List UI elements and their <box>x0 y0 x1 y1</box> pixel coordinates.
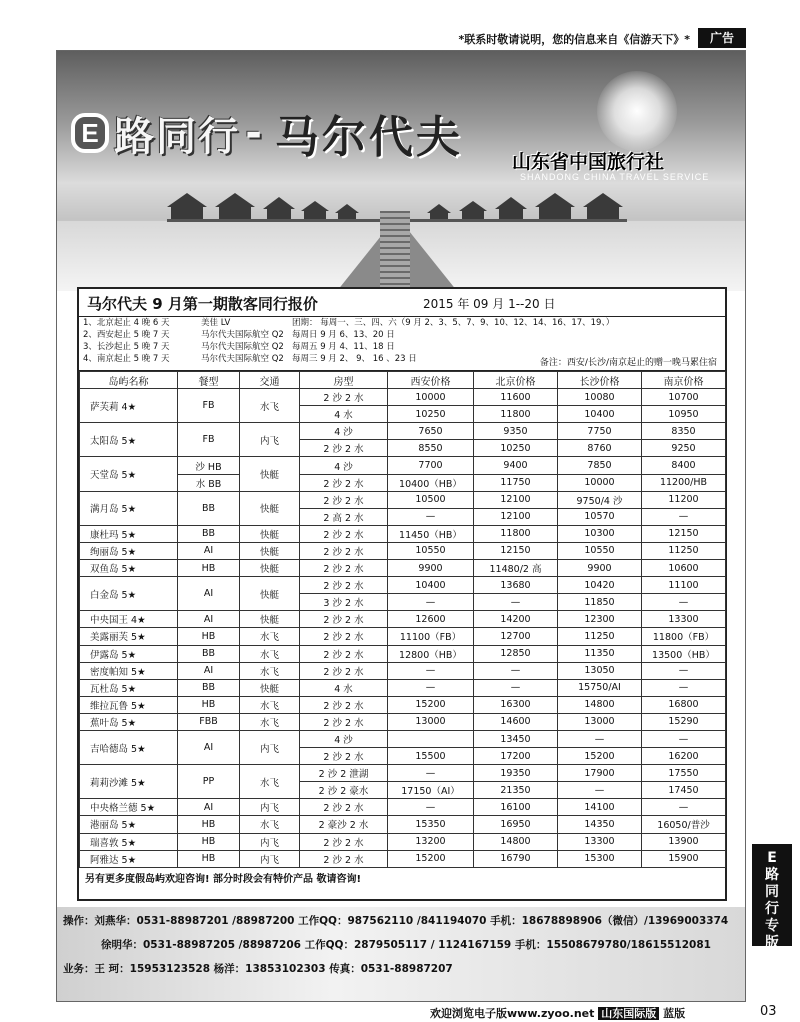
table-cell: 15350 <box>388 816 474 833</box>
table-cell: 快艇 <box>240 457 300 491</box>
column-header: 南京价格 <box>642 372 726 389</box>
table-cell: 2 沙 2 水 <box>300 850 388 867</box>
table-row <box>80 389 726 406</box>
table-cell: 13900 <box>642 833 726 850</box>
table-cell: 10080 <box>558 389 642 406</box>
table-cell: 12700 <box>474 628 558 645</box>
table-cell: 15290 <box>642 713 726 730</box>
table-cell: 10550 <box>388 542 474 559</box>
agency-name-en: SHANDONG CHINA TRAVEL SERVICE <box>520 172 710 182</box>
table-cell: 10550 <box>558 542 642 559</box>
table-cell: 13680 <box>474 577 558 594</box>
route-item: 4、南京起止 5 晚 7 天 马尔代夫国际航空 Q2 每周三 9 月 2、 9、 16 、23 日 <box>83 354 417 364</box>
sun-glow <box>597 71 677 151</box>
table-cell: AI <box>178 542 240 559</box>
table-cell: 2 沙 2 水 <box>300 577 388 594</box>
column-header: 长沙价格 <box>558 372 642 389</box>
contact-line: 操作：刘燕华：0531-88987201 /88987200 工作QQ：987562110 /841194070 手机：18678898906（微信）/13969003374 <box>63 915 729 927</box>
table-cell: 12100 <box>474 508 558 525</box>
table-row <box>80 662 726 679</box>
edition-color: 蓝版 <box>663 1007 686 1020</box>
price-box <box>77 287 727 901</box>
table-cell: 绚丽岛 5★ <box>80 542 178 559</box>
table-cell: 13300 <box>558 833 642 850</box>
table-cell: 10300 <box>558 525 642 542</box>
table-row <box>80 765 726 782</box>
table-cell: — <box>388 594 474 611</box>
table-row <box>80 457 726 474</box>
table-cell: BB <box>178 679 240 696</box>
table-cell: 快艇 <box>240 577 300 611</box>
table-cell: 15900 <box>642 850 726 867</box>
table-row <box>80 799 726 816</box>
table-cell: HB <box>178 850 240 867</box>
table-cell: AI <box>178 611 240 628</box>
table-cell: 快艇 <box>240 525 300 542</box>
table-cell: BB <box>178 645 240 662</box>
column-header: 交通 <box>240 372 300 389</box>
table-cell: 7650 <box>388 423 474 440</box>
table-row <box>80 628 726 645</box>
table-cell: 10250 <box>474 440 558 457</box>
brand-logo <box>71 101 463 163</box>
table-cell: 12150 <box>642 525 726 542</box>
table-cell: 2 沙 2 水 <box>300 525 388 542</box>
table-cell: 蕉叶岛 5★ <box>80 713 178 730</box>
table-cell: 8760 <box>558 440 642 457</box>
table-cell: 11800（FB） <box>642 628 726 645</box>
table-cell: 双鱼岛 5★ <box>80 560 178 577</box>
table-row <box>80 645 726 662</box>
table-row <box>80 560 726 577</box>
table-cell: 17900 <box>558 765 642 782</box>
table-cell: 11800 <box>474 525 558 542</box>
table-cell: 13450 <box>474 730 558 747</box>
table-cell: — <box>642 730 726 747</box>
table-cell: 3 沙 2 水 <box>300 594 388 611</box>
table-cell: — <box>388 799 474 816</box>
page-number: 03 <box>760 1004 777 1019</box>
table-cell: 2 沙 2 水 <box>300 542 388 559</box>
table-cell: FB <box>178 389 240 423</box>
route-item: 1、北京起止 4 晚 6 天 美佳 LV 团期： 每周一、三、四、六（9 月 2、3、5、7、9、10、12、14、16、17、19、） <box>83 318 615 328</box>
table-cell: FBB <box>178 713 240 730</box>
offer-title-row <box>79 289 725 317</box>
table-cell: 内飞 <box>240 799 300 816</box>
table-cell: 11800 <box>474 406 558 423</box>
offer-date: 2015 年 09 月 1--20 日 <box>423 297 556 311</box>
table-cell: 13050 <box>558 662 642 679</box>
table-cell: 2 沙 2 水 <box>300 799 388 816</box>
table-cell: 8350 <box>642 423 726 440</box>
table-cell: 11450（HB） <box>388 525 474 542</box>
table-cell: 4 水 <box>300 679 388 696</box>
table-cell: 13300 <box>642 611 726 628</box>
more-info: 另有更多度假岛屿欢迎咨询! 部分时段会有特价产品 敬请咨询! <box>85 873 362 885</box>
table-cell: 17550 <box>642 765 726 782</box>
table-cell: 快艇 <box>240 560 300 577</box>
table-cell: 2 沙 2 水 <box>300 440 388 457</box>
table-cell: 水飞 <box>240 662 300 679</box>
table-cell: 15750/AI <box>558 679 642 696</box>
table-cell: 16100 <box>474 799 558 816</box>
table-row <box>80 850 726 867</box>
table-cell: 阿雅达 5★ <box>80 850 178 867</box>
table-cell: 10950 <box>642 406 726 423</box>
contact-block <box>57 907 746 1002</box>
column-header: 岛屿名称 <box>80 372 178 389</box>
table-cell: 水飞 <box>240 696 300 713</box>
table-cell: 9250 <box>642 440 726 457</box>
table-cell: HB <box>178 628 240 645</box>
table-cell: 沙 HB <box>178 457 240 474</box>
table-cell: 9900 <box>388 560 474 577</box>
brand-dash: - <box>245 110 264 156</box>
table-cell: 9750/4 沙 <box>558 491 642 508</box>
table-row <box>80 696 726 713</box>
table-cell: HB <box>178 560 240 577</box>
table-cell: 14200 <box>474 611 558 628</box>
table-cell: 2 沙 2 水 <box>300 560 388 577</box>
table-cell: 15200 <box>388 850 474 867</box>
table-cell: 快艇 <box>240 491 300 525</box>
table-cell: 白金岛 5★ <box>80 577 178 611</box>
table-cell: 瑞喜敦 5★ <box>80 833 178 850</box>
table-cell: 2 沙 2 水 <box>300 474 388 491</box>
table-cell: 中央格兰德 5★ <box>80 799 178 816</box>
table-cell: 15500 <box>388 748 474 765</box>
table-cell: 9350 <box>474 423 558 440</box>
table-cell: 4 沙 <box>300 423 388 440</box>
table-row <box>80 577 726 594</box>
table-cell: 9400 <box>474 457 558 474</box>
table-cell: 莉莉沙滩 5★ <box>80 765 178 799</box>
table-cell: 11750 <box>474 474 558 491</box>
table-cell: 10000 <box>558 474 642 491</box>
table-cell: 2 沙 2 豪水 <box>300 782 388 799</box>
table-cell: HB <box>178 696 240 713</box>
table-cell: 10420 <box>558 577 642 594</box>
table-row <box>80 713 726 730</box>
table-cell: 13200 <box>388 833 474 850</box>
table-cell: PP <box>178 765 240 799</box>
table-cell: 水飞 <box>240 816 300 833</box>
table-row <box>80 525 726 542</box>
table-cell: 13500（HB） <box>642 645 726 662</box>
table-cell: AI <box>178 662 240 679</box>
offer-title: 马尔代夫 9 月第一期散客同行报价 <box>87 295 318 313</box>
banner <box>57 51 746 291</box>
table-cell: 11250 <box>558 628 642 645</box>
table-cell: 2 豪沙 2 水 <box>300 816 388 833</box>
table-cell: 内飞 <box>240 423 300 457</box>
table-cell: 内飞 <box>240 730 300 764</box>
route-item: 2、西安起止 5 晚 7 天 马尔代夫国际航空 Q2 每周日 9 月 6、13、20 日 <box>83 330 395 340</box>
table-cell: — <box>642 679 726 696</box>
table-cell: 11250 <box>642 542 726 559</box>
table-cell: 11100（FB） <box>388 628 474 645</box>
table-cell: 11350 <box>558 645 642 662</box>
table-cell: 12300 <box>558 611 642 628</box>
table-cell: 14600 <box>474 713 558 730</box>
advertisement-frame <box>56 50 746 1002</box>
table-cell: 2 沙 2 水 <box>300 611 388 628</box>
table-row <box>80 730 726 747</box>
table-cell: 水飞 <box>240 628 300 645</box>
table-cell: 4 沙 <box>300 730 388 747</box>
table-cell: 15200 <box>558 748 642 765</box>
table-cell: 2 高 2 水 <box>300 508 388 525</box>
table-cell: — <box>558 782 642 799</box>
footer <box>430 1005 685 1021</box>
table-cell: 14100 <box>558 799 642 816</box>
table-cell: 12600 <box>388 611 474 628</box>
table-cell: — <box>474 662 558 679</box>
side-tab <box>752 844 792 951</box>
table-cell: 7750 <box>558 423 642 440</box>
table-cell: 17150（AI） <box>388 782 474 799</box>
table-cell: 11200 <box>642 491 726 508</box>
table-cell: 10400 <box>388 577 474 594</box>
table-cell: 12800（HB） <box>388 645 474 662</box>
table-cell: 11100 <box>642 577 726 594</box>
table-cell: 4 水 <box>300 406 388 423</box>
table-row <box>80 491 726 508</box>
table-cell: 中央国王 4★ <box>80 611 178 628</box>
table-cell: AI <box>178 730 240 764</box>
table-body <box>80 389 726 868</box>
table-cell: 10500 <box>388 491 474 508</box>
table-cell <box>388 730 474 747</box>
table-cell: 10700 <box>642 389 726 406</box>
table-cell: 10400 <box>558 406 642 423</box>
table-row <box>80 816 726 833</box>
table-cell: 15200 <box>388 696 474 713</box>
table-cell: 14350 <box>558 816 642 833</box>
table-cell: — <box>642 508 726 525</box>
table-cell: 快艇 <box>240 679 300 696</box>
table-cell: 水飞 <box>240 645 300 662</box>
table-cell: 13000 <box>558 713 642 730</box>
pier-boardwalk <box>380 211 410 291</box>
table-cell: 10570 <box>558 508 642 525</box>
table-cell: 12850 <box>474 645 558 662</box>
ad-label: 广告 <box>698 28 746 48</box>
column-header: 北京价格 <box>474 372 558 389</box>
table-cell: — <box>388 662 474 679</box>
table-cell: HB <box>178 816 240 833</box>
table-cell: 16790 <box>474 850 558 867</box>
table-cell: 17200 <box>474 748 558 765</box>
table-row <box>80 542 726 559</box>
table-cell: 10600 <box>642 560 726 577</box>
table-cell: — <box>642 662 726 679</box>
table-cell: 水飞 <box>240 389 300 423</box>
table-cell: 11480/2 高 <box>474 560 558 577</box>
table-cell: 14800 <box>474 833 558 850</box>
table-cell: 快艇 <box>240 542 300 559</box>
table-cell: 2 沙 2 水 <box>300 628 388 645</box>
column-header: 西安价格 <box>388 372 474 389</box>
table-cell: FB <box>178 423 240 457</box>
table-cell: 2 沙 2 水 <box>300 662 388 679</box>
table-cell: 吉哈德岛 5★ <box>80 730 178 764</box>
table-cell: 水 BB <box>178 474 240 491</box>
table-cell: 2 沙 2 水 <box>300 645 388 662</box>
table-cell: 2 沙 2 水 <box>300 389 388 406</box>
table-cell: 内飞 <box>240 850 300 867</box>
table-cell: 11200/HB <box>642 474 726 491</box>
table-cell: 天堂岛 5★ <box>80 457 178 491</box>
table-cell: 16200 <box>642 748 726 765</box>
table-cell: 7850 <box>558 457 642 474</box>
table-cell: 16300 <box>474 696 558 713</box>
table-cell: — <box>388 679 474 696</box>
table-cell: 伊露岛 5★ <box>80 645 178 662</box>
table-row <box>80 611 726 628</box>
table-cell: BB <box>178 525 240 542</box>
table-cell: 11850 <box>558 594 642 611</box>
table-cell: — <box>642 594 726 611</box>
table-cell: 维拉瓦鲁 5★ <box>80 696 178 713</box>
table-cell: — <box>388 765 474 782</box>
table-cell: 4 沙 <box>300 457 388 474</box>
brand-name: 路同行 <box>114 113 241 160</box>
table-cell: 2 沙 2 水 <box>300 696 388 713</box>
table-cell: 2 沙 2 水 <box>300 833 388 850</box>
contact-line: 业务：王 珂：15953123528 杨洋：13853102303 传真：0531-88987207 <box>63 963 453 975</box>
table-cell: — <box>558 730 642 747</box>
table-cell: — <box>474 594 558 611</box>
table-cell: 快艇 <box>240 611 300 628</box>
column-header: 房型 <box>300 372 388 389</box>
table-cell: 2 沙 2 水 <box>300 491 388 508</box>
table-row <box>80 679 726 696</box>
table-cell: 8550 <box>388 440 474 457</box>
contact-note: *联系时敬请说明，您的信息来自《信游天下》* <box>458 33 690 46</box>
table-cell: 8400 <box>642 457 726 474</box>
table-cell: 11600 <box>474 389 558 406</box>
table-cell: HB <box>178 833 240 850</box>
table-cell: 15300 <box>558 850 642 867</box>
table-cell: — <box>388 508 474 525</box>
table-row <box>80 833 726 850</box>
table-cell: 7700 <box>388 457 474 474</box>
top-notice <box>300 26 800 50</box>
route-list <box>79 317 725 371</box>
table-cell: 21350 <box>474 782 558 799</box>
table-cell: — <box>642 799 726 816</box>
table-cell: 太阳岛 5★ <box>80 423 178 457</box>
table-cell: AI <box>178 799 240 816</box>
table-cell: BB <box>178 491 240 525</box>
table-cell: 17450 <box>642 782 726 799</box>
destination-title: 马尔代夫 <box>274 112 463 163</box>
route-item: 3、长沙起止 5 晚 7 天 马尔代夫国际航空 Q2 每周五 9 月 4、11、18 日 <box>83 342 395 352</box>
table-cell: 美露丽芙 5★ <box>80 628 178 645</box>
table-cell: 16800 <box>642 696 726 713</box>
table-cell: 密度帕知 5★ <box>80 662 178 679</box>
table-cell: 水飞 <box>240 713 300 730</box>
table-cell: 16050/普沙 <box>642 816 726 833</box>
table-cell: 10400（HB） <box>388 474 474 491</box>
table-cell: AI <box>178 577 240 611</box>
table-cell: 港丽岛 5★ <box>80 816 178 833</box>
side-tab-label: E路同行专版 <box>765 850 779 951</box>
table-cell: — <box>474 679 558 696</box>
column-header: 餐型 <box>178 372 240 389</box>
table-row <box>80 423 726 440</box>
table-cell: 14800 <box>558 696 642 713</box>
table-cell: 12100 <box>474 491 558 508</box>
brand-e-icon: E <box>71 113 109 153</box>
table-cell: 13000 <box>388 713 474 730</box>
table-cell: 16950 <box>474 816 558 833</box>
table-cell: 2 沙 2 水 <box>300 748 388 765</box>
footer-website: 欢迎浏览电子版www.zyoo.net <box>430 1007 595 1020</box>
edition-badge: 山东国际版 <box>598 1007 659 1020</box>
agency-name: 山东省中国旅行社 <box>512 151 665 173</box>
table-cell: 12150 <box>474 542 558 559</box>
table-cell: 10250 <box>388 406 474 423</box>
table-cell: 满月岛 5★ <box>80 491 178 525</box>
table-cell: 10000 <box>388 389 474 406</box>
table-cell: 2 沙 2 泄湖 <box>300 765 388 782</box>
contact-line: 徐明华：0531-88987205 /88987206 工作QQ：2879505117 / 1124167159 手机：15508679780/18615512081 <box>101 939 711 951</box>
table-cell: 9900 <box>558 560 642 577</box>
price-table <box>79 371 726 868</box>
remark: 备注：西安/长沙/南京起止的赠一晚马累住宿 <box>539 358 717 368</box>
table-cell: 萨芙莉 4★ <box>80 389 178 423</box>
table-cell: 康杜玛 5★ <box>80 525 178 542</box>
table-cell: 19350 <box>474 765 558 782</box>
table-header-row <box>80 372 726 389</box>
table-cell: 瓦杜岛 5★ <box>80 679 178 696</box>
table-cell: 内飞 <box>240 833 300 850</box>
table-cell: 水飞 <box>240 765 300 799</box>
table-cell: 2 沙 2 水 <box>300 713 388 730</box>
